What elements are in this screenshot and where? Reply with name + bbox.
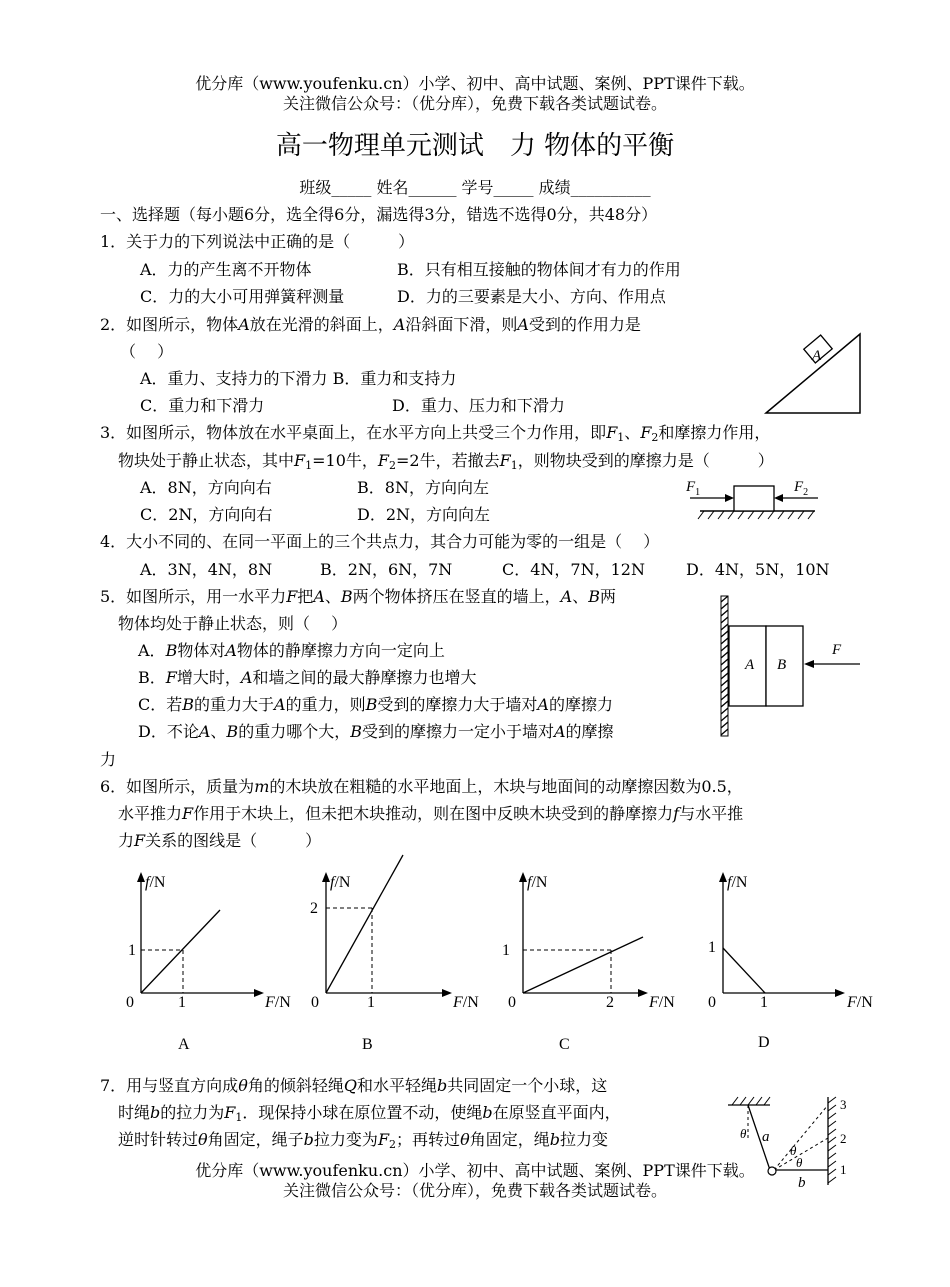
graph-a-name: A: [178, 1036, 190, 1053]
q1-option-c: C．力的大小可用弹簧秤测量: [140, 287, 345, 306]
q4-stem: 4．大小不同的、在同一平面上的三个共点力，其合力可能为零的一组是（ ）: [100, 532, 660, 551]
q5-stem-line2: 物体均处于静止状态，则（ ）: [118, 614, 348, 633]
graph-a-xtick: 1: [178, 994, 186, 1011]
graph-a-xlabel: F/N: [265, 994, 291, 1011]
q2-option-d: D．重力、压力和下滑力: [392, 396, 565, 415]
q3-stem-line2: 物块处于静止状态，其中$F_1=10$牛，$F_2=2$牛，若撤去$F_1$，则物块受到的摩擦力是（ ）: [118, 451, 774, 472]
q7-rope-b-label: b: [798, 1175, 806, 1191]
q4-option-a: A．3N，4N，8N: [140, 560, 273, 579]
header-line-2: 关注微信公众号：（优分库），免费下载各类试题试卷。: [282, 94, 667, 113]
q3-f1-label: $F_1$: [686, 479, 701, 498]
q6-stem-line2: 水平推力F作用于木块上，但未把木块推动，则在图中反映木块受到的静摩擦力f与水平推: [118, 804, 744, 823]
page-title: 高一物理单元测试 力 物体的平衡: [275, 131, 675, 161]
q5-option-b: B．F增大时，A和墙之间的最大静摩擦力也增大: [138, 668, 477, 687]
graph-d-xlabel: F/N: [847, 994, 873, 1011]
q7-stem-line1: 7．用与竖直方向成θ角的倾斜轻绳Q和水平轻绳b共同固定一个小球，这: [100, 1076, 608, 1095]
graph-a-origin: 0: [126, 994, 134, 1011]
q7-theta-label-3: θ: [796, 1155, 803, 1170]
graph-c-xlabel: F/N: [649, 994, 675, 1011]
graph-d-origin: 0: [708, 994, 716, 1011]
q2-option-c: C．重力和下滑力: [140, 396, 265, 415]
q5-fig-a-label: A: [745, 657, 755, 673]
graph-c-origin: 0: [508, 994, 516, 1011]
q5-stem-line1: 5．如图所示，用一水平力F把A、B两个物体挤压在竖直的墙上，A、B两: [100, 587, 617, 606]
q2-stem: 2．如图所示，物体A放在光滑的斜面上，A沿斜面下滑，则A受到的作用力是: [100, 315, 641, 334]
graph-a-ytick: 1: [128, 942, 136, 959]
q7-rope-a-label: a: [762, 1129, 770, 1145]
graph-d: [708, 872, 873, 1051]
graph-c: [502, 872, 675, 1053]
q3-option-b: B．8N，方向向左: [357, 478, 489, 497]
q7-pos-2: 2: [840, 1131, 847, 1146]
q3-stem-line1: 3．如图所示，物体放在水平桌面上，在水平方向上共受三个力作用，即$F_1$、$F_2$和摩擦力作用，: [100, 423, 771, 444]
q3-option-d: D．2N，方向向左: [357, 505, 491, 524]
graph-c-ytick: 1: [502, 942, 510, 959]
graph-b-name: B: [362, 1036, 373, 1053]
footer-line-2: 关注微信公众号：（优分库），免费下载各类试题试卷。: [282, 1181, 667, 1200]
graph-d-ytick: 1: [708, 939, 716, 956]
header-line-1: 优分库（www.youfenku.cn）小学、初中、高中试题、案例、PPT课件下载。: [195, 74, 755, 93]
q1-option-b: B．只有相互接触的物体间才有力的作用: [397, 260, 681, 279]
graph-b-xtick: 1: [367, 994, 375, 1011]
graph-a: [126, 872, 291, 1053]
graph-b-ytick: 2: [310, 900, 318, 917]
footer-line-1: 优分库（www.youfenku.cn）小学、初中、高中试题、案例、PPT课件下载。: [195, 1161, 755, 1180]
q1-stem: 1．关于力的下列说法中正确的是（ ）: [100, 232, 415, 251]
graph-b-xlabel: F/N: [453, 994, 479, 1011]
q4-option-c: C．4N，7N，12N: [502, 560, 645, 579]
q7-stem-line2: 时绳b的拉力为$F_1$．现保持小球在原位置不动，使绳b在原竖直平面内，: [118, 1103, 621, 1124]
q1-option-d: D．力的三要素是大小、方向、作用点: [397, 287, 666, 306]
q5-fig-b-label: B: [777, 657, 787, 673]
graph-c-name: C: [559, 1036, 570, 1053]
q2-block-label: A: [812, 348, 822, 364]
q5-option-d-wrap: 力: [100, 750, 117, 769]
q1-option-a: A．力的产生离不开物体: [140, 260, 312, 279]
section-heading: 一、选择题（每小题6分，选全得6分，漏选得3分，错选不选得0分，共48分）: [100, 205, 658, 224]
q5-fig-f-label: F: [832, 642, 842, 658]
graph-d-ylabel: f/N: [727, 874, 748, 891]
q3-option-a: A．8N，方向向右: [140, 478, 272, 497]
q7-stem-line3: 逆时针转过θ角固定，绳子b拉力变为$F_2$；再转过θ角固定，绳b拉力变: [118, 1130, 608, 1151]
q3-f2-label: $F_2$: [794, 479, 809, 498]
q5-option-a: A．B物体对A物体的静摩擦力方向一定向上: [138, 641, 445, 660]
q3-option-c: C．2N，方向向右: [140, 505, 273, 524]
info-line: 班级_____ 姓名______ 学号_____ 成绩__________: [299, 178, 651, 197]
graph-d-name: D: [758, 1034, 770, 1051]
graph-d-xtick: 1: [760, 994, 768, 1011]
graph-a-ylabel: f/N: [145, 874, 166, 891]
q7-pos-1: 1: [840, 1162, 847, 1177]
q5-option-c: C．若B的重力大于A的重力，则B受到的摩擦力大于墙对A的摩擦力: [138, 695, 613, 714]
q2-paren: （ ）: [120, 342, 174, 361]
graph-c-ylabel: f/N: [527, 874, 548, 891]
graph-b-ylabel: f/N: [330, 874, 351, 891]
q5-option-d: D．不论A、B的重力哪个大，B受到的摩擦力一定小于墙对A的摩擦: [138, 722, 614, 741]
q2-option-ab: A．重力、支持力的下滑力 B．重力和支持力: [140, 369, 457, 388]
q6-stem-line3: 力F关系的图线是（ ）: [118, 831, 322, 850]
q4-option-b: B．2N，6N，7N: [320, 560, 453, 579]
q7-theta-label-2: θ: [790, 1143, 797, 1158]
q7-theta-label-1: θ: [740, 1126, 747, 1141]
q7-pos-3: 3: [840, 1097, 847, 1112]
graph-b-origin: 0: [311, 994, 319, 1011]
q4-option-d: D．4N，5N，10N: [686, 560, 830, 579]
q6-stem-line1: 6．如图所示，质量为m的木块放在粗糙的水平地面上，木块与地面间的动摩擦因数为0.5，: [100, 777, 743, 796]
graph-c-xtick: 2: [606, 994, 614, 1011]
graph-b: [310, 855, 479, 1053]
